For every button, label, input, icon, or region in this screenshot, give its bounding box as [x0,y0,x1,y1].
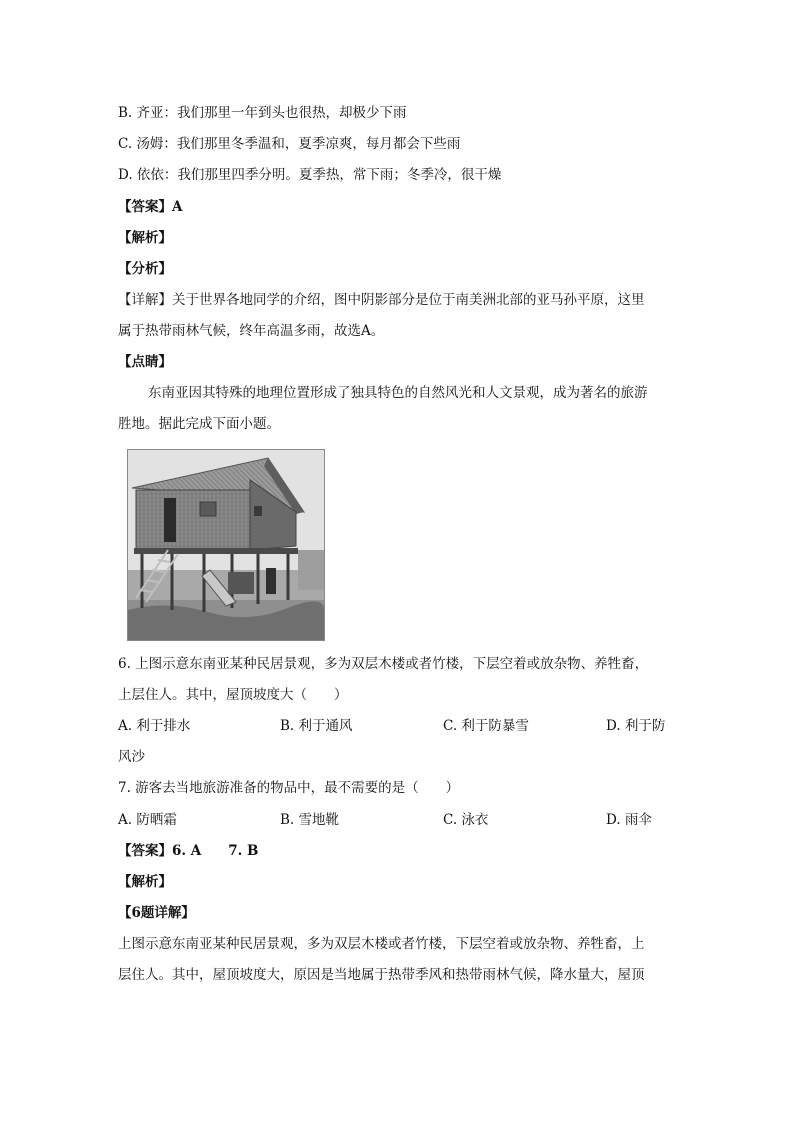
line-option-d: D. 依依：我们那里四季分明。夏季热，常下雨；冬季冷，很干燥 [118,167,502,183]
detail-1-line-b: 属于热带雨林气候，终年高温多雨，故选A。 [118,323,385,339]
q6-option-d-wrap: 风沙 [118,749,145,765]
question-7: 7. 游客去当地旅游准备的物品中，最不需要的是（ ） [118,780,460,796]
answer-1: 【答案】A [118,199,183,215]
dianjing-heading: 【点睛】 [118,354,172,370]
intro-line-a: 东南亚因其特殊的地理位置形成了独具特色的自然风光和人文景观，成为著名的旅游 [148,385,648,401]
q6-detail-heading: 【6题详解】 [118,905,195,921]
q7-option-a: A. 防晒霜 [118,812,177,828]
stilt-house-photo [127,449,325,641]
q7-option-d: D. 雨伞 [606,812,652,828]
q6-option-b: B. 利于通风 [280,718,353,734]
analysis-heading-2: 【解析】 [118,874,172,890]
line-option-c: C. 汤姆：我们那里冬季温和，夏季凉爽，每月都会下些雨 [118,136,461,152]
detail-1-line-a: 【详解】关于世界各地同学的介绍，图中阴影部分是位于南美洲北部的亚马孙平原，这里 [118,292,645,308]
question-6-line-a: 6. 上图示意东南亚某种民居景观，多为双层木楼或者竹楼，下层空着或放杂物、养牲畜， [118,656,649,672]
q7-option-b: B. 雪地靴 [280,812,340,828]
intro-line-b: 胜地。据此完成下面小题。 [118,416,280,432]
q6-detail-line-b: 层住人。其中，屋顶坡度大，原因是当地属于热带季风和热带雨林气候，降水量大，屋顶 [118,967,645,983]
fenxi-heading: 【分析】 [118,261,172,277]
q6-detail-line-a: 上图示意东南亚某种民居景观，多为双层木楼或者竹楼，下层空着或放杂物、养牲畜，上 [118,936,645,952]
analysis-heading-1: 【解析】 [118,230,172,246]
q6-option-a: A. 利于排水 [118,718,191,734]
answer-2: 【答案】6. A 7. B [118,843,259,859]
q7-option-c: C. 泳衣 [443,812,489,828]
q6-option-c: C. 利于防暴雪 [443,718,529,734]
q6-option-d: D. 利于防 [606,718,666,734]
line-option-b: B. 齐亚：我们那里一年到头也很热，却极少下雨 [118,105,407,121]
question-6-line-b: 上层住人。其中，屋顶坡度大（ ） [118,687,348,703]
